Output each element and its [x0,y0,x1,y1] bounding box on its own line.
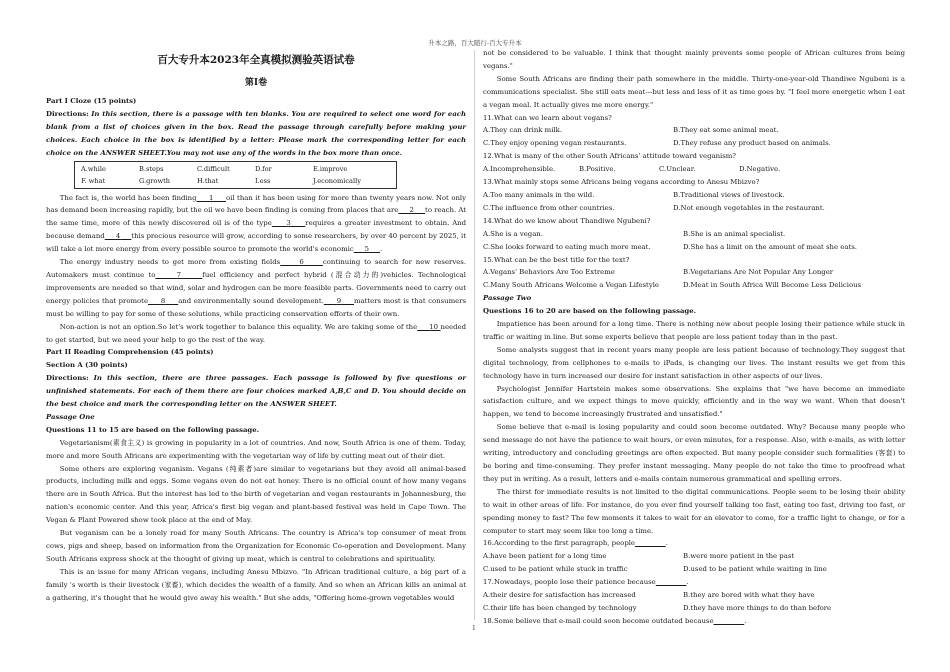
cloze-paragraph: The energy industry needs to get more from existing fields 6 continuing to search for new reserves. Automakers must continue to 7 fuel efficiency and perfect hybrid (混合动力的)vehicles. Technological improvements are needed so that wind, solar and hydrogen can be more feasible parts. Governments need to carry out energy policies that promote 8 and environmentally sound development. 9 matters most is that consumers must be willing to pay for some of these solutions, while practicing conservation efforts of their own. [46,258,467,318]
part2-directions: Directions: In this section, there are three passages. Each passage is followed by five questions or unfinished statements. For each of them there are four choices marked A,B,C and D. You should decide on the best choice and mark the corresponding letter on the ANSWER SHEET. [46,374,466,409]
option-row: C.Many South Africans Welcome a Vegan Lifestyle D.Meat in South Africa Will Become Less Delicious [483,281,862,290]
question-12: 12.What is many of the other South Africans' attitude toward veganism? [483,152,737,161]
passage-paragraph: Some believe that e-mail is losing popularity and could soon become outdated. Why? Because many people who send message do not have the patience to wait hours, or even minutes, for a response. Also, with e-mails, as with letter writing, introductory and concluding greetings are often expected. But many people consider such formalities (客套) to be boring and time-consuming. They prefer instant messaging. Many people do not take the time to proofread what they put in writing. As a result, letters and e-mails contain numerous grammatical and spelling errors. [483,423,905,483]
option-row: A.Too many animals in the wild. B.Traditional views of livestock. [483,190,785,199]
questions-intro: Questions 16 to 20 are based on the following passage. [483,307,697,316]
page-header: 升本之路，百大随行-百大专升本 [428,39,522,47]
cloze-paragraph: Non-action is not an option.So let's work together to balance this equality. We are taking some of the 10 needed to get started, but we need your help to go the rest of the way. [46,322,467,344]
word-box-row: F. what G.growth H.that I.ess J.economically [81,176,361,185]
question-17: 17.Nowadays, people lose their patience because . [483,578,689,587]
questions-intro: Questions 11 to 15 are based on the following passage. [46,425,260,434]
right-column [483,47,905,628]
option-row: A.Vegans' Behaviors Are Too Extreme B.Vegetarians Are Not Popular Any Longer [483,268,834,277]
passage-two-heading: Passage Two [483,294,532,303]
passage-one-heading: Passage One [46,412,95,421]
question-14: 14.What do we know about Thandiwe Ngubeni? [483,216,651,225]
option-row: C.used to be patient while stuck in traffic D.used to be patient while waiting in line [483,565,827,574]
option-row: A.She is a vegan. B.She is an animal specialist. [483,229,786,238]
part1-directions: Directions: In this section, there is a passage with ten blanks. You are required to select one word for each blank from a list of choices given in the box. Read the passage through carefully before making your choices. Each choice in the box is identified by a letter: Please mark the corresponding letter for each choice on the ANSWER SHEET.You may not use any of the words in the box more than once. [46,109,466,157]
passage-paragraph: But veganism can be a lonely road for many South Africans. The country is Africa's top consumer of meat from cows, pigs and sheep, based on information from the Organization for Economic Co-operation and Development. Many South Africans express shock at the thought of giving up meat, which is central to celebrations and spirituality. [46,529,466,563]
part1-heading: Part I Cloze (15 points) [46,97,137,105]
page-number: 1 [472,625,476,632]
passage-paragraph: Some others are exploring veganism. Vegans (纯素者)are similar to vegetarians but they avoid all animal-based products, including milk and eggs. Some vegans even do not eat honey. There is no official count of how many vegans there are in South Africa. But the interest has led to the birth of vegetarian and vegan restaurants in Johannesburg, the nation's economic center. And this year, Africa's first big vegan and plant-based festival was held in Cape Town. The Vegan & Plant Powered show took place at the end of May. [46,464,466,525]
option-row: A.their desire for satisfaction has increased B.they are bored with what they have [483,591,815,600]
passage-paragraph: The thirst for immediate results is not limited to the digital communications. People seem to be losing their ability to wait in other areas of life. For instance, do you ever find yourself talking too fast, eating too fast, driving too fast, or spending money to fast? The few moments it takes to wait for an elevator to come, for a traffic light to change, or for a computer to start may seem like too long a time. [483,487,905,535]
word-box [74,161,397,189]
part2-heading: Part II Reading Comprehension (45 points) [46,348,214,357]
question-13: 13.What mainly stops some Africans being vegans according to Anesu Mbizvo? [483,178,760,187]
passage-paragraph: Vegetarianism(素食主义) is growing in popularity in a lot of countries. And now, South Africa is one of them. Today, more and more South Africans are experimenting with the vegetarian way of life by cutting meat out of their diet. [46,438,466,460]
passage-paragraph: Some South Africans are finding their path somewhere in the middle. Thirty-one-year-old Thandiwe Ngubeni is a communications specialist. She still eats meat---but less and less of it as time goes by. "I feel more energetic when I eat a vegan meal. It actually gives me more energy." [483,74,905,109]
option-row: C.She looks forward to eating much more meat. D.She has a limit on the amount of meat she eats. [483,242,857,251]
passage-paragraph: Some analysts suggest that in recent years many people are less patient because of technology.They suggest that digital technology, from cellphones to e-mails to iPads, is changing our lives. The instant results we get from this technology have in turn increased our desire for instant satisfaction in other aspects of our lives. [483,345,905,380]
option-row: A.They can drink milk. B.They eat some animal meat. [483,126,779,135]
option-row: C.They enjoy opening vegan restaurants. D.They refuse any product based on animals. [483,139,831,148]
option-row: C.The influence from other countries. D.Not enough vegetables in the restaurant. [483,203,825,212]
question-16: 16.According to the first paragraph, people . [483,539,668,548]
option-row: A.have been patient for a long time B.were more patient in the past [483,552,795,561]
option-row: C.their life has been changed by technology D.they have more things to do than before [483,603,832,612]
question-15: 15.What can be the best title for the text? [483,255,630,264]
passage-paragraph: This is an issue for many African vegans, including Anesu Mbizvo. "In African traditional culture, a big part of a family 's worth is their livestock (家畜), which decides the wealth of a family. And so when an African kills an animal at a gathering, it's thought that he would give away his wealth." But she adds, "Offering home-grown vegetables would [46,567,466,602]
passage-paragraph: Impatience has been around for a long time. There is nothing new about people losing their patience while stuck in traffic or waiting in line. But some experts believe that people are less patient today than in the past. [483,320,905,341]
word-box-row: A.while B.steps C.difficult D.for E.improve [81,164,348,173]
passage-paragraph: not be considered to be valuable. I think that thought mainly prevents some people of African cultures from being vegans." [483,49,905,70]
question-11: 11.What can we learn about vegans? [483,113,612,122]
section-a-heading: Section A (30 points) [46,361,128,370]
cloze-paragraph: The fact is, the world has been finding 1 oil than it has been using for more than twenty years now. Not only has demand been increasing rapidly, but the oil we have been finding is coming from places that are 2 to reach. At the same time, more of this newly discovered oil is of the type 3 requires a greater investment to obtain. And because demand 4 this precious resource will grow, according to some researchers, by over 40 percent by 2025, it will take a lot more energy from every possible source to promote the world's economic 5 . [46,193,467,254]
column-divider [474,50,475,620]
exam-subtitle: 第Ⅰ卷 [244,78,268,88]
option-row: A.Incomprehensible. B.Positive. C.Unclear. D.Negative. [483,165,781,174]
exam-title: 百大专升本2023年全真模拟测验英语试卷 [157,54,355,66]
left-column [46,47,466,605]
passage-paragraph: Psychologist Jennifer Hartstein makes some observations. She explains that "we have become an immediate satisfaction culture, and we expect things to move quickly, efficiently and in the way we want. When that doesn't happen, we tend to become increasingly frustrated and unsatisfied." [483,384,905,419]
question-18: 18.Some believe that e-mail could soon become outdated because . [483,616,747,625]
